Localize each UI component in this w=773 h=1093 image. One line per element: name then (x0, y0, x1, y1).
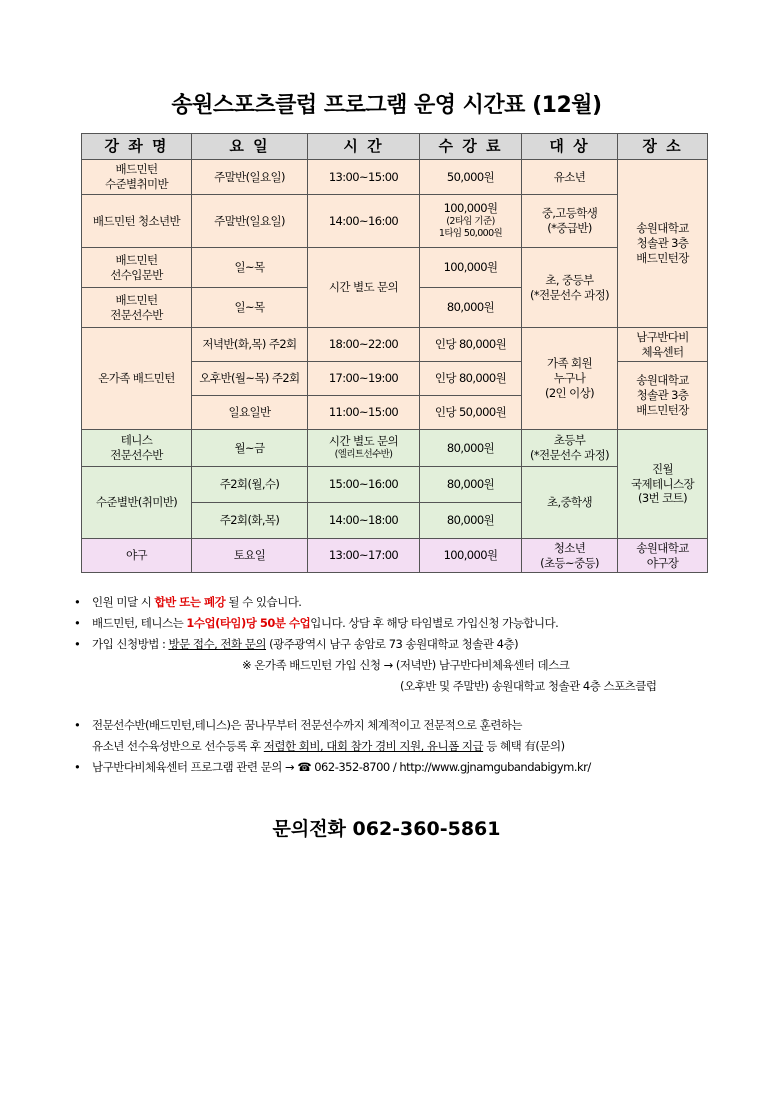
note-item (70, 592, 750, 613)
bullet: • (74, 616, 81, 630)
time-cell: 18:00~22:00 (308, 328, 420, 362)
bullet: • (74, 637, 81, 651)
fee-cell: 100,000원 (420, 539, 522, 573)
note-text: (광주광역시 남구 송암로 73 송원대학교 청솔관 4층) (266, 637, 519, 651)
contact-phone: 문의전화 062-360-5861 (272, 818, 501, 840)
table-row (82, 467, 708, 503)
course-cell: 배드민턴 수준별취미반 (82, 160, 192, 195)
note-text: 전문선수반(배드민턴,테니스)은 꿈나무부터 전문선수까지 체계적이고 전문적으로 훈련하는 (92, 718, 523, 732)
target-cell: 초, 중등부 (*전문선수 과정) (522, 248, 618, 328)
time-main: 시간 별도 문의 (328, 434, 399, 449)
note-highlight: 1수업(타임)당 50분 수업 (186, 616, 311, 630)
time-cell: 11:00~15:00 (308, 396, 420, 430)
note-subline: ※ 온가족 배드민턴 가입 신청 → (저녁반) 남구반다비체육센터 데스크 (242, 658, 570, 672)
time-cell: 15:00~16:00 (308, 467, 420, 503)
place-cell: 송원대학교 청솔관 3층 배드민턴장 (618, 362, 708, 430)
target-cell: 초,중학생 (522, 467, 618, 539)
day-cell: 일~목 (192, 248, 308, 288)
target-cell: 초등부 (*전문선수 과정) (522, 430, 618, 467)
header-row (82, 134, 708, 160)
target-cell: 청소년 (초등~중등) (522, 539, 618, 573)
fee-cell (420, 195, 522, 248)
note-item (70, 757, 750, 778)
bullet: • (74, 718, 81, 732)
table-row (82, 328, 708, 362)
note-text: 될 수 있습니다. (225, 595, 302, 609)
note-text: 유소년 선수육성반으로 선수등록 후 (92, 739, 264, 753)
day-cell: 주말반(일요일) (192, 160, 308, 195)
course-cell: 배드민턴 전문선수반 (82, 288, 192, 328)
note-underline: 저렴한 회비, 대회 참가 경비 지원, 유니폼 지급 (263, 739, 484, 753)
note-item (70, 715, 750, 736)
day-cell: 오후반(월~목) 주2회 (192, 362, 308, 396)
table-row (82, 539, 708, 573)
day-cell: 주말반(일요일) (192, 195, 308, 248)
time-note: (엘리트선수반) (334, 449, 393, 461)
header-fee: 수 강 료 (420, 134, 522, 160)
day-cell: 일요일반 (192, 396, 308, 430)
table-row (82, 248, 708, 288)
fee-cell: 50,000원 (420, 160, 522, 195)
fee-cell: 80,000원 (420, 430, 522, 467)
note-text: 인원 미달 시 (92, 595, 155, 609)
note-subline: (오후반 및 주말반) 송원대학교 청솔관 4층 스포츠클럽 (400, 679, 657, 693)
note-item (70, 613, 750, 634)
fee-note: 1타임 50,000원 (438, 228, 503, 240)
place-cell: 송원대학교 청솔관 3층 배드민턴장 (618, 160, 708, 328)
bullet: • (74, 760, 81, 774)
fee-cell: 80,000원 (420, 288, 522, 328)
day-cell: 주2회(월,수) (192, 467, 308, 503)
notes-section (70, 592, 750, 778)
note-text: 배드민턴, 테니스는 (92, 616, 187, 630)
note-highlight: 합반 또는 폐강 (154, 595, 226, 609)
header-time: 시 간 (308, 134, 420, 160)
fee-cell: 인당 80,000원 (420, 328, 522, 362)
table-row (82, 195, 708, 248)
note-text: 남구반다비체육센터 프로그램 관련 문의 → ☎ 062-352-8700 / http://www.gjnamgubandabigym.kr/ (92, 760, 591, 774)
header-day: 요 일 (192, 134, 308, 160)
course-cell: 온가족 배드민턴 (82, 328, 192, 430)
course-cell: 수준별반(취미반) (82, 467, 192, 539)
time-cell: 17:00~19:00 (308, 362, 420, 396)
page-title: 송원스포츠클럽 프로그램 운영 시간표 (12월) (171, 93, 602, 118)
day-cell: 일~목 (192, 288, 308, 328)
fee-cell: 인당 50,000원 (420, 396, 522, 430)
header-place: 장 소 (618, 134, 708, 160)
target-cell: 가족 회원 누구나 (2인 이상) (522, 328, 618, 430)
header-course: 강 좌 명 (82, 134, 192, 160)
place-cell: 진월 국제테니스장 (3번 코트) (618, 430, 708, 539)
note-text: 등 혜택 有(문의) (483, 739, 565, 753)
header-target: 대 상 (522, 134, 618, 160)
place-cell: 송원대학교 야구장 (618, 539, 708, 573)
time-cell: 13:00~17:00 (308, 539, 420, 573)
note-text: 입니다. 상담 후 해당 타임별로 가입신청 가능합니다. (310, 616, 559, 630)
fee-main: 100,000원 (443, 201, 498, 216)
fee-cell: 인당 80,000원 (420, 362, 522, 396)
day-cell: 월~금 (192, 430, 308, 467)
schedule-table (81, 133, 708, 573)
target-cell: 유소년 (522, 160, 618, 195)
time-cell: 시간 별도 문의 (308, 248, 420, 328)
note-text: 가입 신청방법 : (92, 637, 169, 651)
fee-cell: 80,000원 (420, 503, 522, 539)
target-cell: 중,고등학생 (*중급반) (522, 195, 618, 248)
time-cell: 14:00~18:00 (308, 503, 420, 539)
course-cell: 야구 (82, 539, 192, 573)
fee-cell: 80,000원 (420, 467, 522, 503)
time-cell: 14:00~16:00 (308, 195, 420, 248)
course-cell: 테니스 전문선수반 (82, 430, 192, 467)
course-cell: 배드민턴 선수입문반 (82, 248, 192, 288)
time-cell (308, 430, 420, 467)
table-row (82, 160, 708, 195)
fee-note: (2타임 기준) (446, 216, 495, 228)
day-cell: 저녁반(화,목) 주2회 (192, 328, 308, 362)
time-cell: 13:00~15:00 (308, 160, 420, 195)
fee-cell: 100,000원 (420, 248, 522, 288)
day-cell: 토요일 (192, 539, 308, 573)
note-subline (70, 736, 750, 757)
bullet: • (74, 595, 81, 609)
note-underline: 방문 접수, 전화 문의 (168, 637, 266, 651)
day-cell: 주2회(화,목) (192, 503, 308, 539)
table-row (82, 430, 708, 467)
course-cell: 배드민턴 청소년반 (82, 195, 192, 248)
place-cell: 남구반다비 체육센터 (618, 328, 708, 362)
note-item (70, 634, 750, 655)
